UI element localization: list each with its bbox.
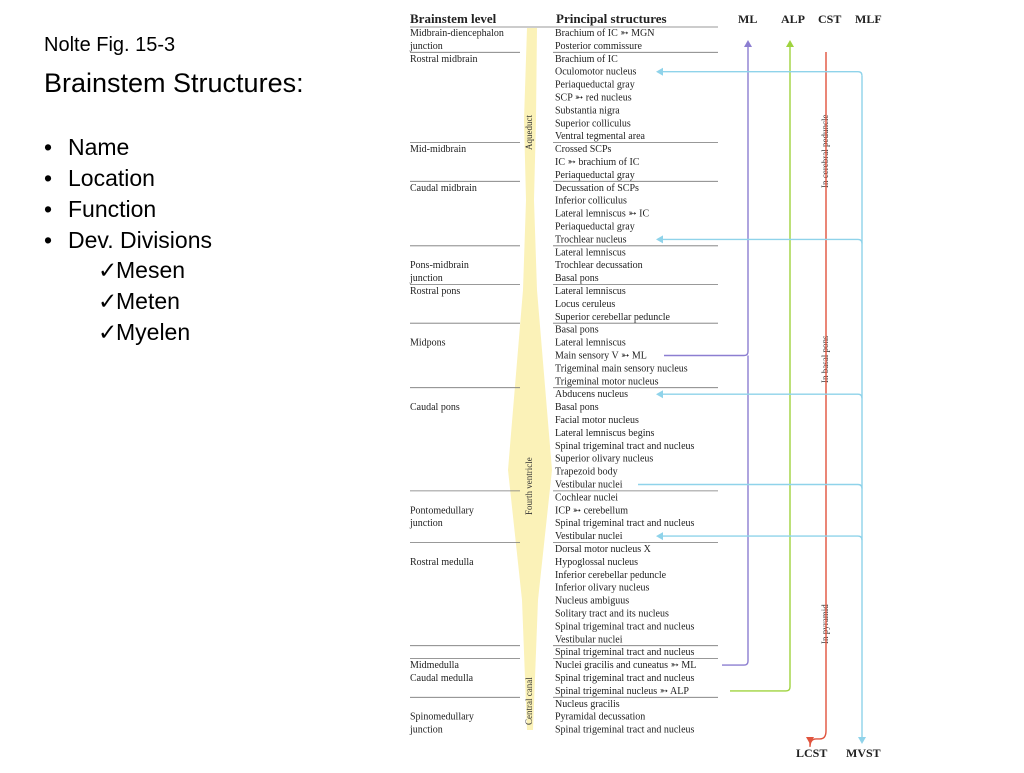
bullet-name: • Name <box>44 132 212 163</box>
structure-label: Superior olivary nucleus <box>555 453 654 465</box>
structure-label: Spinal trigeminal nucleus ➳ ALP <box>555 685 689 697</box>
structure-label: Trigeminal motor nucleus <box>555 376 659 388</box>
structure-label: Oculomotor nucleus <box>555 66 637 78</box>
ml-tract-line-lower <box>722 356 748 666</box>
structure-label: Substantia nigra <box>555 105 620 117</box>
structure-label: Trigeminal main sensory nucleus <box>555 363 688 375</box>
structure-label: Nuclei gracilis and cuneatus ➳ ML <box>555 660 697 672</box>
header-brainstem-level: Brainstem level <box>410 11 497 26</box>
level-label: Rostral pons <box>410 286 461 297</box>
label-in-cerebral-peduncle: In cerebral peduncle <box>820 114 830 188</box>
ml-tract-line <box>664 44 748 356</box>
label-in-pyramid: In pyramid <box>820 604 830 644</box>
structure-label: Main sensory V ➳ ML <box>555 350 647 362</box>
mlf-arrowhead <box>858 737 866 744</box>
structure-label: Brachium of IC ➳ MGN <box>555 28 655 39</box>
mlf-branch-line <box>660 536 862 540</box>
structure-label: Basal pons <box>555 402 599 414</box>
level-label: Midbrain-diencephalon <box>410 28 504 39</box>
output-mvst: MVST <box>846 746 881 760</box>
level-label: Spinomedullary <box>410 711 474 723</box>
structure-label: Brachium of IC <box>555 53 618 65</box>
subbullet-list <box>98 255 190 348</box>
slide-title: Brainstem Structures: <box>44 68 304 98</box>
structure-label: Spinal trigeminal tract and nucleus <box>555 621 695 633</box>
structure-label: Spinal trigeminal tract and nucleus <box>555 647 695 659</box>
structure-label: Nucleus gracilis <box>555 698 620 710</box>
structure-label: Periaqueductal gray <box>555 221 635 233</box>
output-lcst: LCST <box>796 746 828 760</box>
mlf-branch-arrowhead <box>656 390 663 398</box>
structure-label: Vestibular nuclei <box>555 479 623 491</box>
level-label: junction <box>410 724 443 736</box>
structure-label: Lateral lemniscus <box>555 337 626 349</box>
structure-label: Locus ceruleus <box>555 298 616 310</box>
structure-label: Hypoglossal nucleus <box>555 556 639 568</box>
tract-header-cst: CST <box>818 12 842 26</box>
structure-label: Facial motor nucleus <box>555 415 639 426</box>
structure-label: Solitary tract and its nucleus <box>555 608 669 620</box>
structure-label: Basal pons <box>555 324 599 336</box>
brainstem-diagram <box>400 0 1024 768</box>
mlf-branch-line <box>660 239 862 243</box>
mlf-branch-line <box>660 72 862 76</box>
level-label: junction <box>410 518 443 530</box>
mlf-branch-arrowhead <box>656 235 663 243</box>
label-central-canal: Central canal <box>524 677 534 725</box>
bullet-function: • Function <box>44 194 212 225</box>
structure-label: Superior colliculus <box>555 118 631 130</box>
structure-label: Ventral tegmental area <box>555 131 645 143</box>
slide-caption: Nolte Fig. 15-3 <box>44 34 176 56</box>
subbullet-meten: ✓ Meten <box>98 286 190 317</box>
structure-label: Lateral lemniscus ➳ IC <box>555 208 650 220</box>
bullet-list <box>44 132 212 256</box>
header-principal-structures: Principal structures <box>556 11 667 26</box>
level-label: Pons-midbrain <box>410 260 469 272</box>
mlf-branch-arrowhead <box>656 532 663 540</box>
structure-label: SCP ➳ red nucleus <box>555 92 632 104</box>
structure-label: IC ➳ brachium of IC <box>555 157 640 168</box>
structure-label: Spinal trigeminal tract and nucleus <box>555 518 695 530</box>
subbullet-mesen: ✓ Mesen <box>98 255 190 286</box>
structure-label: Inferior olivary nucleus <box>555 582 650 594</box>
bullet-dev-divisions: • Dev. Divisions <box>44 225 212 256</box>
structure-label: Basal pons <box>555 273 599 285</box>
structure-label: Lateral lemniscus <box>555 286 626 297</box>
structure-label: Spinal trigeminal tract and nucleus <box>555 440 695 452</box>
structure-label: Pyramidal decussation <box>555 711 646 723</box>
structure-labels <box>555 28 696 736</box>
level-label: Caudal pons <box>410 402 460 414</box>
mlf-branch-line <box>660 394 862 398</box>
label-aqueduct: Aqueduct <box>524 115 534 150</box>
brainstem-figure <box>400 0 1024 768</box>
mlf-branch-arrowhead <box>656 68 663 76</box>
label-fourth-ventricle: Fourth ventricle <box>524 457 534 515</box>
structure-label: Decussation of SCPs <box>555 182 639 194</box>
level-label: junction <box>410 40 443 52</box>
structure-label: Periaqueductal gray <box>555 79 635 91</box>
structure-label: Trapezoid body <box>555 466 618 478</box>
structure-label: Spinal trigeminal tract and nucleus <box>555 673 695 684</box>
structure-label: Vestibular nuclei <box>555 531 623 543</box>
level-label: Mid-midbrain <box>410 144 467 156</box>
ml-arrowhead <box>744 40 752 47</box>
structure-label: Nucleus ambiguus <box>555 595 630 607</box>
structure-label: Posterior commissure <box>555 40 642 52</box>
level-label: Midmedulla <box>410 660 459 672</box>
structure-label: Cochlear nuclei <box>555 492 619 504</box>
tract-header-mlf: MLF <box>855 12 882 26</box>
structure-label: Inferior colliculus <box>555 195 627 207</box>
structure-label: ICP ➳ cerebellum <box>555 505 628 517</box>
structure-label: Superior cerebellar peduncle <box>555 311 670 323</box>
alp-arrowhead <box>786 40 794 47</box>
structure-label: Abducens nucleus <box>555 389 629 401</box>
structure-label: Crossed SCPs <box>555 144 612 156</box>
structure-label: Inferior cerebellar peduncle <box>555 569 667 581</box>
level-label: Rostral medulla <box>410 556 474 568</box>
subbullet-myelen: ✓ Myelen <box>98 317 190 348</box>
tract-header-ml: ML <box>738 12 758 26</box>
level-label: Rostral midbrain <box>410 53 478 65</box>
tract-header-alp: ALP <box>781 12 805 26</box>
level-label: Caudal midbrain <box>410 182 477 194</box>
structure-label: Vestibular nuclei <box>555 634 623 646</box>
mlf-vestibular-line <box>638 485 862 489</box>
bullet-location: • Location <box>44 163 212 194</box>
structure-label: Lateral lemniscus <box>555 247 626 259</box>
level-label: Caudal medulla <box>410 673 474 684</box>
structure-label: Periaqueductal gray <box>555 169 635 181</box>
structure-label: Spinal trigeminal tract and nucleus <box>555 724 695 736</box>
alp-tract-line <box>730 44 790 691</box>
structure-label: Dorsal motor nucleus X <box>555 544 651 555</box>
level-label: junction <box>410 273 443 285</box>
structure-label: Lateral lemniscus begins <box>555 427 655 439</box>
tract-arrows <box>638 40 866 747</box>
structure-label: Trochlear decussation <box>555 260 643 272</box>
structure-label: Trochlear nucleus <box>555 234 627 246</box>
level-label: Midpons <box>410 337 446 349</box>
label-in-basal-pons: In basal pons <box>820 335 830 383</box>
level-label: Pontomedullary <box>410 505 474 517</box>
